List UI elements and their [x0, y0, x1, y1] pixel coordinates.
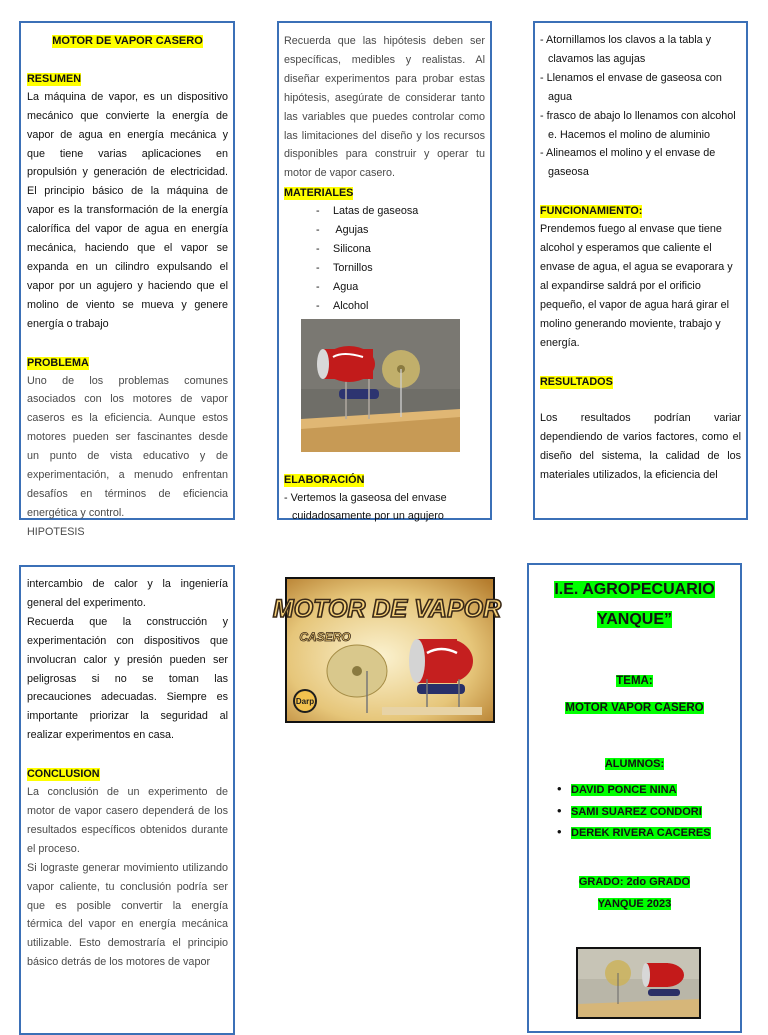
panel-conclusion	[19, 565, 235, 1035]
conclusion-heading: CONCLUSION	[27, 768, 100, 781]
school-name-line-2: YANQUE”	[597, 611, 672, 628]
grado-text: GRADO: 2do GRADO	[578, 875, 691, 888]
cover-image-subtitle: CASERO	[299, 630, 351, 644]
problema-text: Uno de los problemas comunes asociados con los motores de vapor caseros es la eficiencia. Aunque estos motores pueden ser fascinantes desde un punto de vista educativo y de experimentación, a menudo enfrentan desafíos en términos de eficiencia energética y control.	[27, 374, 228, 519]
material-item: - Agujas	[316, 221, 485, 240]
alumnos-label: ALUMNOS:	[604, 758, 665, 770]
conclusion-text-2: Si lograste generar movimiento utilizando vapor caliente, tu conclusión podría ser que es posible convertir la energía térmica del vapor en energía mecánica utilizable. Esto demostraría el principio básico detrás de los motores de vapor	[27, 861, 228, 969]
elaboracion-step: - frasco de abajo lo llenamos con alcohol e. Hacemos el molino de aluminio	[540, 109, 736, 141]
lugar-anio-text: YANQUE 2023	[597, 897, 672, 910]
conclusion-text-1: La conclusión de un experimento de motor de vapor casero dependerá de los resultados específicos obtenidos durante el proceso.	[27, 786, 228, 855]
panel-funcionamiento	[533, 21, 748, 520]
materiales-heading: MATERIALES	[284, 187, 354, 200]
resumen-text: La máquina de vapor, es un dispositivo mecánico que convierte la energía de vapor de agua en energía mecánica y que tiene varias aplicaciones en propulsión y generación de electricidad. El principio básico de la máquina de vapor es la transformación de la energía calorífica del vapor de agua en energía mecánica, haciendo que el vapor se expanda en un cilindro expulsando el vapor por un agujero y haciendo que el molino de viento se mueva y genere energía o trabajo	[27, 90, 228, 330]
panel-resumen	[19, 21, 235, 538]
materiales-list	[284, 202, 485, 315]
student-name: SAMI SUAREZ CONDORI	[571, 805, 702, 818]
tema-value: MOTOR VAPOR CASERO	[565, 702, 704, 714]
school-name-line-1: I.E. AGROPECUARIO	[554, 581, 715, 598]
elaboracion-step: - Vertemos la gaseosa del envase cuidadosamente por un agujero	[284, 491, 447, 523]
student-name: DEREK RIVERA CACERES	[571, 827, 711, 839]
steam-engine-photo	[301, 319, 460, 452]
resumen-heading: RESUMEN	[27, 72, 81, 85]
material-item: - Latas de gaseosa	[316, 202, 485, 221]
tema-label: TEMA:	[616, 675, 653, 687]
material-item: - Alcohol	[316, 297, 485, 316]
material-item: - Agua	[316, 278, 485, 297]
cover-small-photo	[576, 947, 701, 1019]
cover-image-title: MOTOR DE VAPOR	[272, 595, 502, 623]
elaboracion-step: - Llenamos el envase de gaseosa con agua	[540, 71, 722, 103]
funcionamiento-heading: FUNCIONAMIENTO:	[540, 205, 643, 218]
hipotesis-text: Recuerda que las hipótesis deben ser específicas, medibles y realistas. Al diseñar experimentos para probar estas hipótesis, asegúrate de considerar tanto las variables que puedes controlar como las limitaciones del diseño y los recursos disponibles para construir y operar tu motor de vapor casero.	[284, 35, 485, 180]
cover-logo-text: Darp	[295, 697, 315, 706]
brochure-title: MOTOR DE VAPOR CASERO	[52, 35, 203, 47]
student-name: DAVID PONCE NINA	[571, 784, 677, 796]
elaboracion-heading: ELABORACIÓN	[284, 473, 365, 486]
safety-text: Recuerda que la construcción y experimentación con dispositivos que involucran calor y presión pueden ser peligrosas si no se toman las precauciones adecuadas. Siempre es importante priorizar la seguridad al realizar experimentos en casa.	[27, 615, 228, 742]
resultados-heading: RESULTADOS	[540, 375, 613, 388]
resultados-continued-text: intercambio de calor y la ingeniería general del experimento.	[27, 578, 228, 609]
elaboracion-step: - Atornillamos los clavos a la tabla y clavamos las agujas	[540, 34, 712, 65]
elaboracion-step: - Alineamos el molino y el envase de gaseosa	[540, 147, 716, 179]
hipotesis-label: HIPOTESIS	[27, 525, 85, 538]
students-list	[535, 779, 734, 844]
cover-image	[272, 577, 502, 723]
problema-heading: PROBLEMA	[27, 356, 89, 369]
funcionamiento-text: Prendemos fuego al envase que tiene alcohol y esperamos que caliente el envase de agua, el agua se evaporara y al expandirse saldrá por el orificio pequeño, el vapor de agua hará girar el molino generando moviente, trabajo y energía.	[540, 223, 733, 349]
material-item: - Tornillos	[316, 259, 485, 278]
resultados-text: Los resultados podrían variar dependiendo de varios factores, como el diseño del sistema, la calidad de los materiales utilizados, la eficiencia del	[540, 412, 741, 482]
material-item: - Silicona	[316, 240, 485, 259]
elaboracion-steps-list	[540, 31, 741, 182]
